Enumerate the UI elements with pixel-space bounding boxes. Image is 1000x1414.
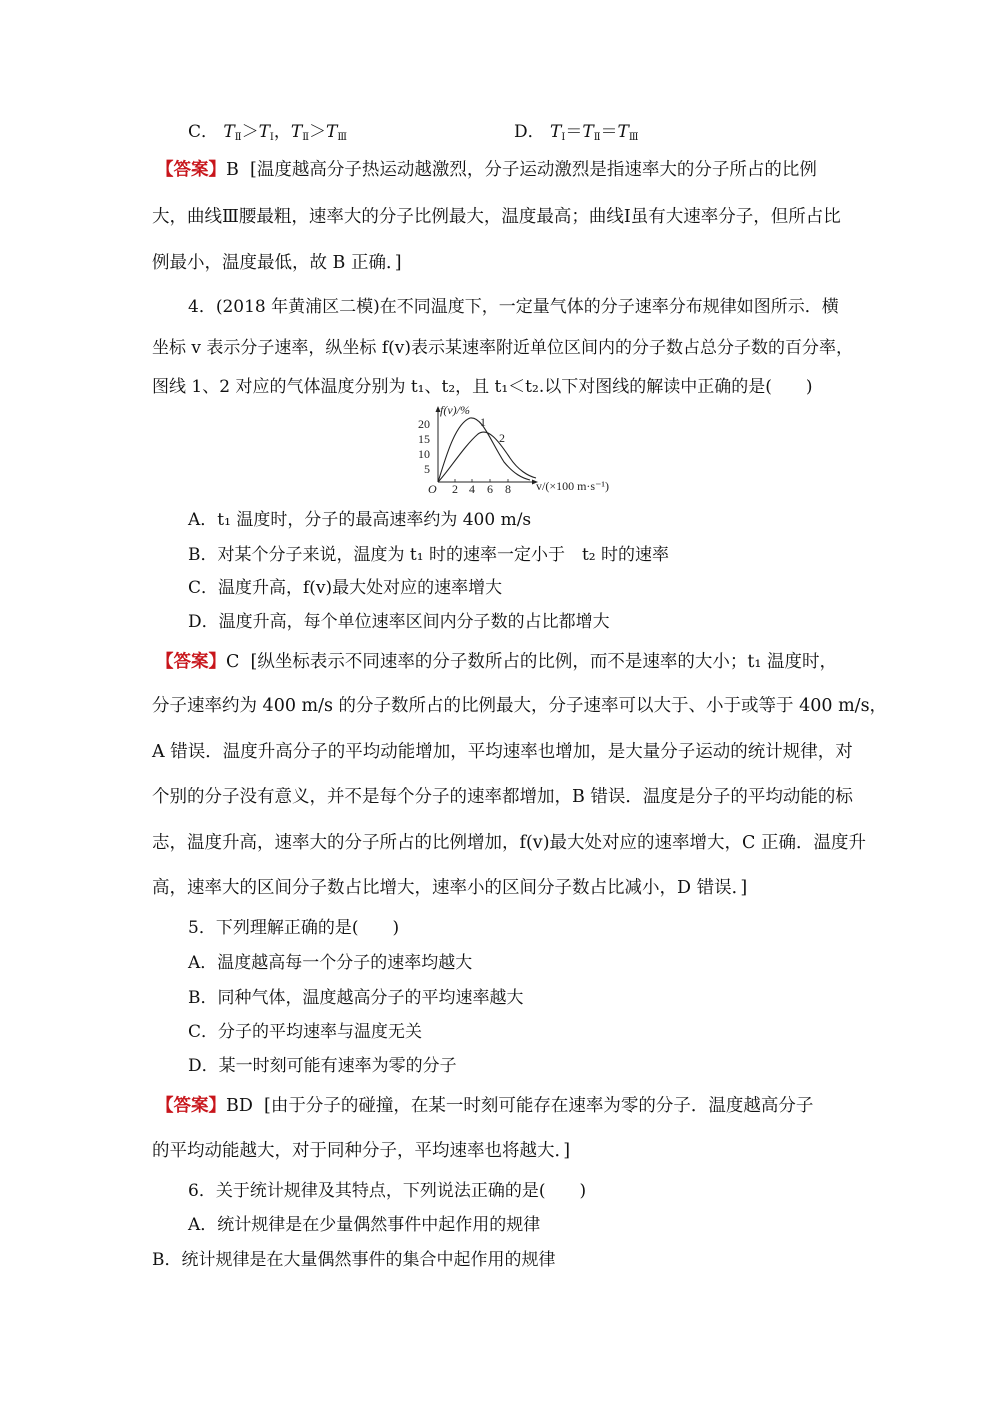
q4-answer-line-5: 志，温度升高，速率大的分子所占的比例增加，f(v)最大处对应的速率增大，C 正确．温度升 (152, 833, 866, 853)
q4-option-c: C．温度升高，f(v)最大处对应的速率增大 (188, 578, 503, 598)
q4-answer-line-6: 高，速率大的区间分子数占比增大，速率小的区间分子数占比减小，D 错误．] (152, 878, 748, 898)
q5-option-a: A．温度越高每一个分子的速率均越大 (188, 953, 473, 973)
q3-answer-line-2: 大，曲线Ⅲ腰最粗，速率大的分子比例最大，温度最高；曲线Ⅰ虽有大速率分子，但所占比 (152, 207, 841, 227)
curve-label-1: 1 (480, 415, 486, 429)
x-tick: 8 (505, 482, 511, 496)
q4-stem-line-2: 坐标 v 表示分子速率，纵坐标 f(v)表示某速率附近单位区间内的分子数占总分子数的百分率， (152, 338, 853, 358)
y-axis-label: f(v)/% (440, 404, 470, 417)
q5-option-d: D．某一时刻可能有速率为零的分子 (188, 1056, 457, 1076)
y-tick: 20 (418, 417, 430, 431)
y-tick: 5 (424, 462, 430, 476)
q4-option-d: D．温度升高，每个单位速率区间内分子数的占比都增大 (188, 612, 610, 632)
q3-answer-line-1: 【答案】B [温度越高分子热运动越激烈，分子运动激烈是指速率大的分子所占的比例 (156, 160, 817, 180)
q3-answer-line-3: 例最小，温度最低，故 B 正确．] (152, 253, 402, 273)
origin-label: O (428, 482, 437, 496)
q4-answer-line-2: 分子速率约为 400 m/s 的分子数所占的比例最大，分子速率可以大于、小于或等于 400 m/s， (152, 696, 888, 716)
answer-letter: BD (226, 1096, 253, 1116)
answer-tag: 【答案】 (156, 652, 226, 672)
q5-answer-line-2: 的平均动能越大，对于同种分子，平均速率也将越大．] (152, 1141, 571, 1161)
answer-letter: B (226, 160, 239, 180)
q3-option-c: C． $T_Ⅱ>T_Ⅰ$，$T_Ⅱ>T_Ⅲ$ (188, 122, 347, 143)
q6-stem: 6．关于统计规律及其特点，下列说法正确的是( ) (188, 1181, 587, 1201)
q4-answer-line-4: 个别的分子没有意义，并不是每个分子的速率都增加，B 错误．温度是分子的平均动能的标 (152, 787, 853, 807)
q5-stem: 5．下列理解正确的是( ) (188, 918, 400, 938)
y-tick: 15 (418, 432, 430, 446)
q5-option-b: B．同种气体，温度越高分子的平均速率越大 (188, 988, 524, 1008)
answer-tag: 【答案】 (156, 160, 226, 180)
q4-answer-line-1: 【答案】C [纵坐标表示不同速率的分子数所占的比例，而不是速率的大小；t₁ 温度时， (156, 652, 837, 672)
y-tick: 10 (418, 447, 430, 461)
q5-option-c: C．分子的平均速率与温度无关 (188, 1022, 423, 1042)
x-tick: 6 (487, 482, 493, 496)
q6-option-b: B．统计规律是在大量偶然事件的集合中起作用的规律 (152, 1250, 556, 1270)
x-axis-label: v/(×100 m·s⁻¹) (536, 479, 610, 493)
q4-stem-line-1: 4．(2018 年黄浦区二模)在不同温度下，一定量气体的分子速率分布规律如图所示．横 (188, 297, 839, 317)
x-tick: 2 (452, 482, 458, 496)
q6-option-a: A．统计规律是在少量偶然事件中起作用的规律 (188, 1215, 541, 1235)
q3-option-d: D． $T_Ⅰ=T_Ⅱ=T_Ⅲ$ (514, 122, 639, 143)
q4-stem-line-3: 图线 1、2 对应的气体温度分别为 t₁、t₂，且 t₁＜t₂.以下对图线的解读中正确的是( ) (152, 377, 813, 397)
q4-answer-line-3: A 错误．温度升高分子的平均动能增加，平均速率也增加，是大量分子运动的统计规律，对 (152, 742, 853, 762)
answer-letter: C (226, 652, 240, 672)
speed-distribution-figure (418, 404, 618, 498)
q4-option-a: A．t₁ 温度时，分子的最高速率约为 400 m/s (188, 510, 532, 530)
answer-tag: 【答案】 (156, 1096, 226, 1116)
curve-label-2: 2 (499, 431, 505, 445)
q5-answer-line-1: 【答案】BD [由于分子的碰撞，在某一时刻可能存在速率为零的分子．温度越高分子 (156, 1096, 814, 1116)
x-tick: 4 (469, 482, 475, 496)
q4-option-b: B．对某个分子来说，温度为 t₁ 时的速率一定小于 t₂ 时的速率 (188, 545, 669, 565)
